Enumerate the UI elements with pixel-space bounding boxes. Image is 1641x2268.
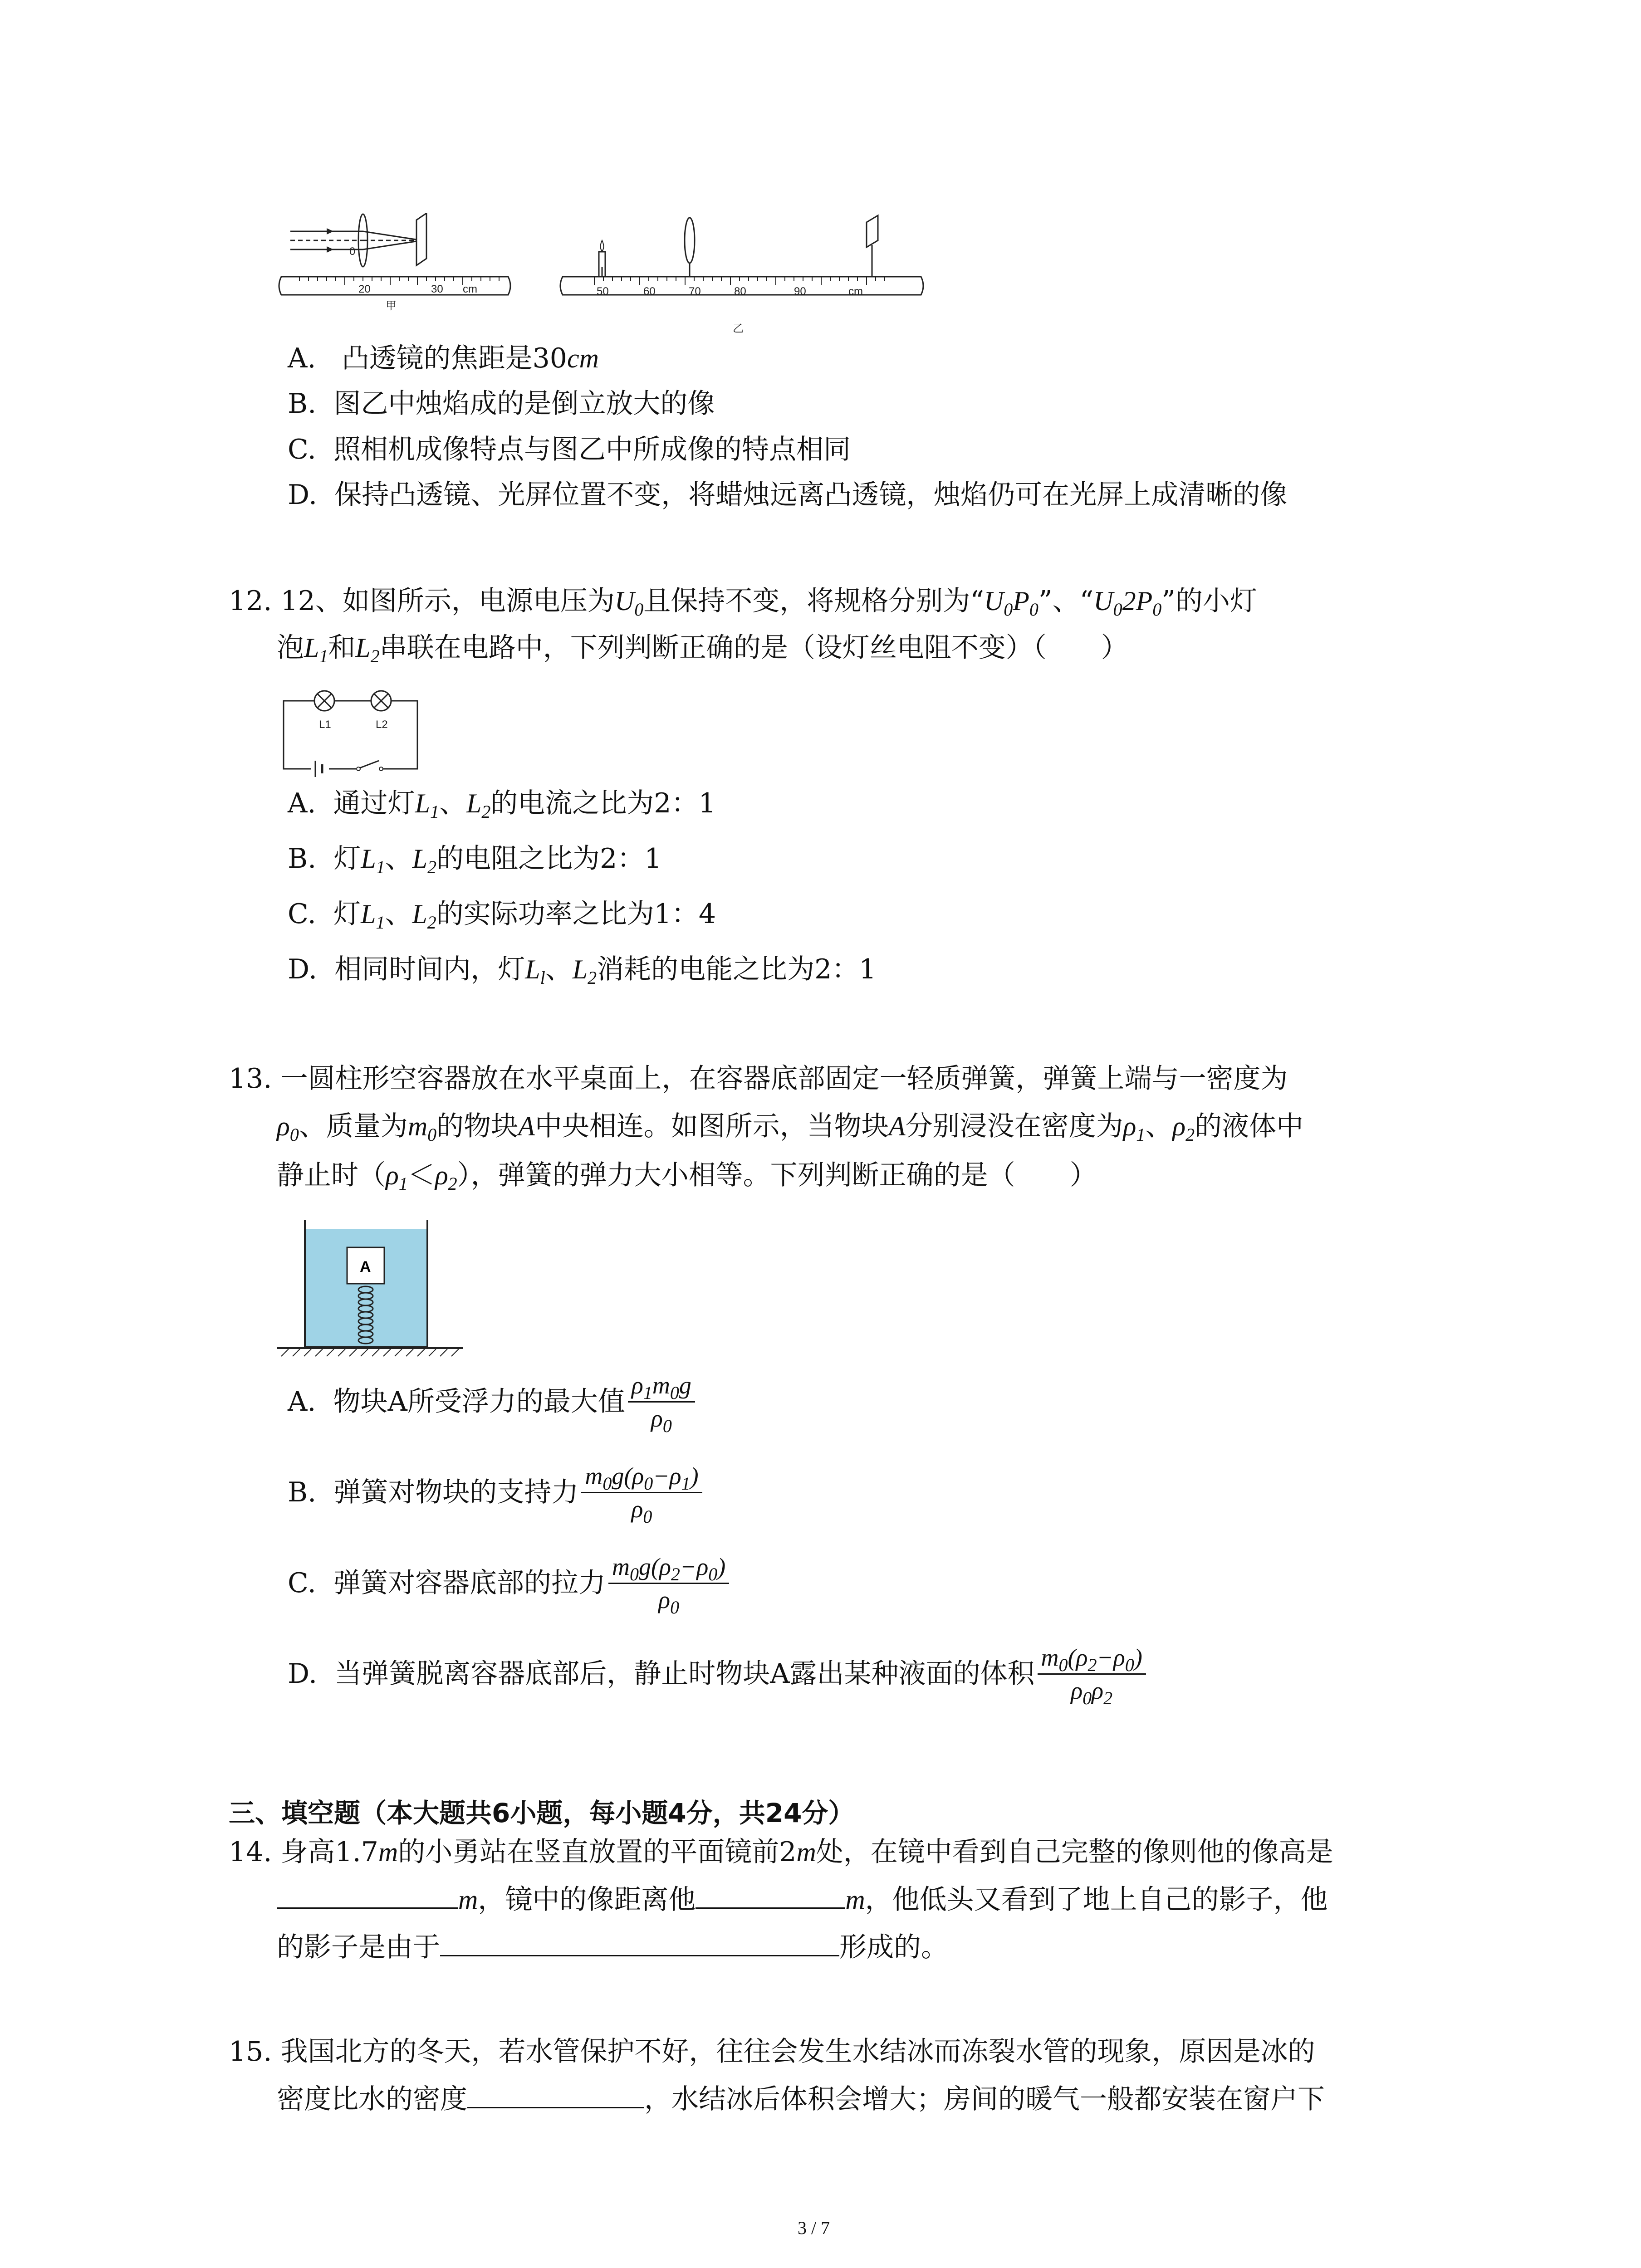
q13-option-d: D. 当弹簧脱离容器底部后，静止时物块A露出某种液面的体积 $\frac{m_0(\rho_2-\rho_0)}{\rho_0\rho_2}$ xyxy=(288,1647,1146,1701)
q12-option-a: A. 通过灯$L_1$、$L_2$的电流之比为2：1 xyxy=(288,787,716,822)
answer-blank-1[interactable] xyxy=(277,1880,458,1909)
answer-blank-4[interactable] xyxy=(467,2080,644,2108)
focus-label: 0 xyxy=(349,245,356,258)
circuit-figure xyxy=(279,683,424,778)
tick-30: 30 xyxy=(431,283,443,295)
figure-yi xyxy=(560,215,923,335)
tick-80: 80 xyxy=(734,285,746,298)
tick-cm: cm xyxy=(848,285,863,298)
q14-number: 14. xyxy=(229,1836,272,1868)
label-jia: 甲 xyxy=(386,300,397,312)
tick-50: 50 xyxy=(597,285,609,298)
container-figure xyxy=(272,1216,472,1370)
q14-line3: 的影子是由于 形成的。 xyxy=(277,1928,948,1967)
q13-option-b: B. 弹簧对物块的支持力 $\frac{m_0g(\rho_0-\rho_1)}{\rho_0}$ xyxy=(288,1465,702,1520)
q11-option-d: D. 保持凸透镜、光屏位置不变，将蜡烛远离凸透镜，烛焰仍可在光屏上成清晰的像 xyxy=(288,479,1288,511)
q12-option-b: B. 灯$L_1$、$L_2$的电阻之比为2：1 xyxy=(288,843,662,877)
svg-text:A: A xyxy=(360,1258,371,1276)
figure-jia xyxy=(279,213,510,312)
formula-c: $\frac{m_0g(\rho_2-\rho_0)}{\rho_0}$ xyxy=(608,1551,729,1616)
tick-cm: cm xyxy=(463,283,477,295)
q13-option-a: A. 物块A所受浮力的最大值 $\frac{\rho_1m_0g}{\rho_0}$ xyxy=(288,1374,695,1429)
q13-line2: $\rho_0$、质量为$m_0$的物块A中央相连。如图所示，当物块A分别浸没在密度为$\rho_1$、$\rho_2$的液体中 xyxy=(277,1110,1304,1145)
q13-number: 13. xyxy=(229,1063,272,1095)
q12-option-d: D. 相同时间内，灯$L_l$、$L_2$消耗的电能之比为2：1 xyxy=(288,953,877,988)
q14-line2: m，镜中的像距离他 m，他低头又看到了地上自己的影子，他 xyxy=(277,1880,1328,1919)
q15-number: 15. xyxy=(229,2036,272,2068)
q15-line1: 15. 我国北方的冬天，若水管保护不好，往往会发生水结冰而冻裂水管的现象，原因是冰的 xyxy=(229,2036,1315,2068)
q12-option-c: C. 灯$L_1$、$L_2$的实际功率之比为1：4 xyxy=(288,898,716,933)
lamp-l1-label: L1 xyxy=(319,719,331,731)
q13-option-c: C. 弹簧对容器底部的拉力 $\frac{m_0g(\rho_2-\rho_0)}{\rho_0}$ xyxy=(288,1556,729,1610)
q13-line1: 13. 一圆柱形空容器放在水平桌面上，在容器底部固定一轻质弹簧，弹簧上端与一密度为 xyxy=(229,1063,1288,1095)
answer-blank-3[interactable] xyxy=(440,1928,839,1956)
formula-d: $\frac{m_0(\rho_2-\rho_0)}{\rho_0\rho_2}$ xyxy=(1038,1642,1146,1706)
q11-option-c: C. 照相机成像特点与图乙中所成像的特点相同 xyxy=(288,434,851,465)
q15-line2: 密度比水的密度 ，水结冰后体积会增大；房间的暖气一般都安装在窗户下 xyxy=(277,2080,1325,2119)
figure-jia-yi xyxy=(272,213,930,340)
q13-line3: 静止时$(\rho_1<\rho_2)$，弹簧的弹力大小相等。下列判断正确的是（ ） xyxy=(277,1159,1097,1194)
section-title: 三、填空题（本大题共6小题，每小题4分，共24分） xyxy=(229,1798,855,1828)
formula-b: $\frac{m_0g(\rho_0-\rho_1)}{\rho_0}$ xyxy=(581,1460,702,1525)
lamp-l2-label: L2 xyxy=(376,719,388,731)
tick-90: 90 xyxy=(794,285,806,298)
tick-60: 60 xyxy=(643,285,656,298)
q12-line1: 12. 12、如图所示，电源电压为$U_0$且保持不变，将规格分别为“$U_0P_0$”、“$U_02P_0$”的小灯 xyxy=(229,585,1257,620)
q12-line2: 泡$L_1$和$L_2$串联在电路中，下列判断正确的是（设灯丝电阻不变）（ ） xyxy=(277,632,1128,666)
q11-option-b: B. 图乙中烛焰成的是倒立放大的像 xyxy=(288,388,715,420)
q12-number: 12. xyxy=(229,585,272,617)
q14-line1: 14. 身高1.7m的小勇站在竖直放置的平面镜前2m处，在镜中看到自己完整的像则他的像高是 xyxy=(229,1836,1333,1868)
label-yi: 乙 xyxy=(733,323,744,335)
q11-option-a: A. 凸透镜的焦距是30cm xyxy=(288,342,599,374)
answer-blank-2[interactable] xyxy=(696,1880,845,1909)
formula-a: $\frac{\rho_1m_0g}{\rho_0}$ xyxy=(628,1369,695,1434)
tick-20: 20 xyxy=(358,283,371,295)
tick-70: 70 xyxy=(689,285,701,298)
page-number: 3 / 7 xyxy=(798,2218,830,2238)
